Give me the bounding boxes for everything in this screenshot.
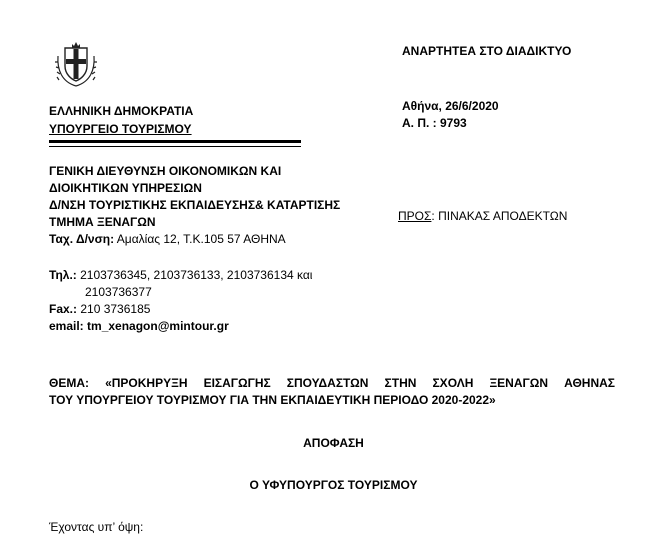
phone-value-2: 2103736377 <box>85 285 152 299</box>
recipient-row <box>398 209 567 223</box>
decision-title: ΑΠΟΦΑΣΗ <box>303 436 364 450</box>
phone-label: Τηλ.: <box>49 268 77 282</box>
address-row <box>49 232 286 246</box>
subject-word: ΑΘΗΝΑΣ <box>564 376 615 390</box>
address-label: Ταχ. Δ/νση: <box>49 232 115 246</box>
fax-row <box>49 302 150 316</box>
sender-line-2: ΔΙΟΙΚΗΤΙΚΩΝ ΥΠΗΡΕΣΙΩΝ <box>49 181 202 195</box>
phone-value: 2103736345, 2103736133, 2103736134 και <box>76 268 313 282</box>
phone-row <box>49 268 312 282</box>
recipient-label: ΠΡΟΣ <box>398 209 432 223</box>
recipient-value: : ΠΙΝΑΚΑΣ ΑΠΟΔΕΚΤΩΝ <box>431 209 568 223</box>
subject-word: ΣΤΗΝ <box>384 376 417 390</box>
country-name: ΕΛΛΗΝΙΚΗ ΔΗΜΟΚΡΑΤΙΑ <box>49 104 194 118</box>
header-divider <box>49 140 301 143</box>
protocol-number: Α. Π. : 9793 <box>402 116 467 130</box>
subject-line-2: ΤΟΥ ΥΠΟΥΡΓΕΙΟΥ ΤΟΥΡΙΣΜΟΥ ΓΙΑ ΤΗΝ ΕΚΠΑΙΔΕΥΤΙΚΗ ΠΕΡΙΟΔΟ 2020-2022» <box>49 393 496 407</box>
subject-word: ΣΠΟΥΔΑΣΤΩΝ <box>286 376 369 390</box>
fax-label: Fax.: <box>49 302 78 316</box>
email-value: tm_xenagon@mintour.gr <box>83 319 229 333</box>
publish-notice: ΑΝΑΡΤΗΤΕΑ ΣΤΟ ΔΙΑΔΙΚΤΥΟ <box>402 44 572 58</box>
ministry-name: ΥΠΟΥΡΓΕΙΟ ΤΟΥΡΙΣΜΟΥ <box>49 122 192 136</box>
subject-word: «ΠΡΟΚΗΡΥΞΗ <box>105 376 188 390</box>
greek-emblem-icon <box>54 40 98 88</box>
preamble: Έχοντας υπ’ όψη: <box>49 520 144 534</box>
subject-word: ΣΧΟΛΗ <box>432 376 474 390</box>
email-row <box>49 319 229 333</box>
sender-line-3: Δ/ΝΣΗ ΤΟΥΡΙΣΤΙΚΗΣ ΕΚΠΑΙΔΕΥΣΗΣ& ΚΑΤΑΡΤΙΣΗΣ <box>49 198 341 212</box>
subject-word: ΕΙΣΑΓΩΓΗΣ <box>203 376 271 390</box>
address-value: Αμαλίας 12, Τ.Κ.105 57 ΑΘΗΝΑ <box>114 232 286 246</box>
header-divider-thin <box>49 146 301 147</box>
document-date: Αθήνα, 26/6/2020 <box>402 99 499 113</box>
subject-word: ΞΕΝΑΓΩΝ <box>489 376 549 390</box>
fax-value: 210 3736185 <box>77 302 151 316</box>
subject-line-1 <box>49 376 615 390</box>
email-label: email: <box>49 319 84 333</box>
subject-word: ΘΕΜΑ: <box>49 376 89 390</box>
decision-authority: Ο ΥΦΥΠΟΥΡΓΟΣ ΤΟΥΡΙΣΜΟΥ <box>249 478 418 492</box>
sender-line-1: ΓΕΝΙΚΗ ΔΙΕΥΘΥΝΣΗ ΟΙΚΟΝΟΜΙΚΩΝ ΚΑΙ <box>49 164 282 178</box>
sender-line-4: ΤΜΗΜΑ ΞΕΝΑΓΩΝ <box>49 215 156 229</box>
